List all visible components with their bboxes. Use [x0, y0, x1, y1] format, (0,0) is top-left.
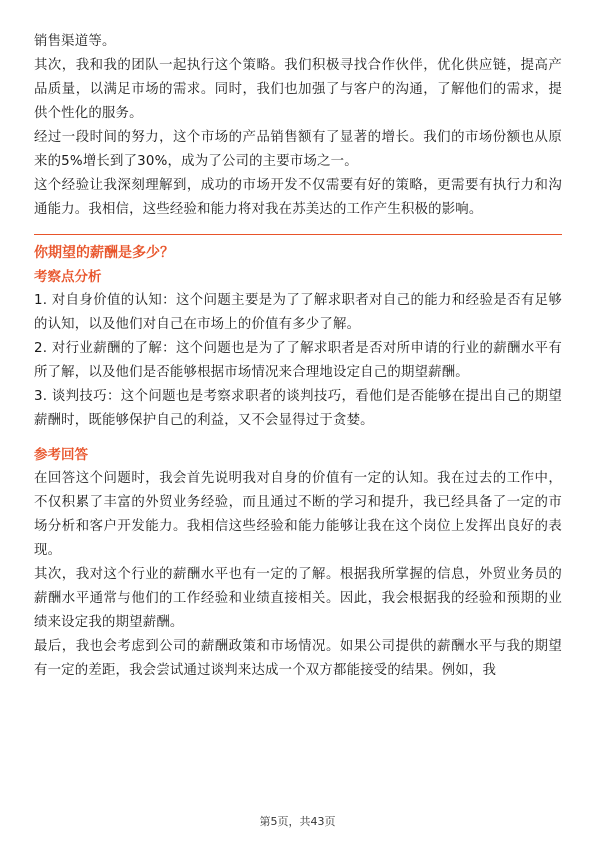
answer-paragraph: 其次，我对这个行业的薪酬水平也有一定的了解。根据我所掌握的信息，外贸业务员的薪酬水平通常与他们的工作经验和业绩直接相关。因此，我会根据我的经验和预期的业绩来设定我的期望薪酬。 — [34, 567, 562, 630]
analysis-heading: 考察点分析 — [34, 269, 102, 285]
paragraph: 经过一段时间的努力，这个市场的产品销售额有了显著的增长。我们的市场份额也从原来的5%增长到了30%，成为了公司的主要市场之一。 — [34, 130, 562, 169]
analysis-item: 2. 对行业薪酬的了解：这个问题也是为了了解求职者是否对所申请的行业的薪酬水平有所了解，以及他们是否能够根据市场情况来合理地设定自己的期望薪酬。 — [34, 341, 562, 380]
section-divider — [34, 234, 562, 235]
page-footer: 第5页，共43页 — [259, 815, 336, 828]
paragraph: 销售渠道等。 — [34, 34, 116, 49]
paragraph: 其次，我和我的团队一起执行这个策略。我们积极寻找合作伙伴，优化供应链，提高产品质量，以满足市场的需求。同时，我们也加强了与客户的沟通，了解他们的需求，提供个性化的服务。 — [34, 58, 562, 121]
answer-paragraph: 在回答这个问题时，我会首先说明我对自身的价值有一定的认知。我在过去的工作中，不仅积累了丰富的外贸业务经验，而且通过不断的学习和提升，我已经具备了一定的市场分析和客户开发能力。我相信这些经验和能力能够让我在这个岗位上发挥出良好的表现。 — [34, 471, 562, 558]
answer-heading: 参考回答 — [34, 447, 88, 463]
answer-paragraph: 最后，我也会考虑到公司的薪酬政策和市场情况。如果公司提供的薪酬水平与我的期望有一定的差距，我会尝试通过谈判来达成一个双方都能接受的结果。例如，我 — [34, 639, 562, 678]
document-page — [34, 30, 562, 683]
analysis-item: 3. 谈判技巧：这个问题也是考察求职者的谈判技巧，看他们是否能够在提出自己的期望薪酬时，既能够保护自己的利益，又不会显得过于贪婪。 — [34, 389, 562, 428]
paragraph: 这个经验让我深刻理解到，成功的市场开发不仅需要有好的策略，更需要有执行力和沟通能力。我相信，这些经验和能力将对我在苏美达的工作产生积极的影响。 — [34, 178, 562, 217]
analysis-item: 1. 对自身价值的认知：这个问题主要是为了了解求职者对自己的能力和经验是否有足够的认知，以及他们对自己在市场上的价值有多少了解。 — [34, 293, 562, 332]
question-title: 你期望的薪酬是多少？ — [34, 245, 174, 261]
